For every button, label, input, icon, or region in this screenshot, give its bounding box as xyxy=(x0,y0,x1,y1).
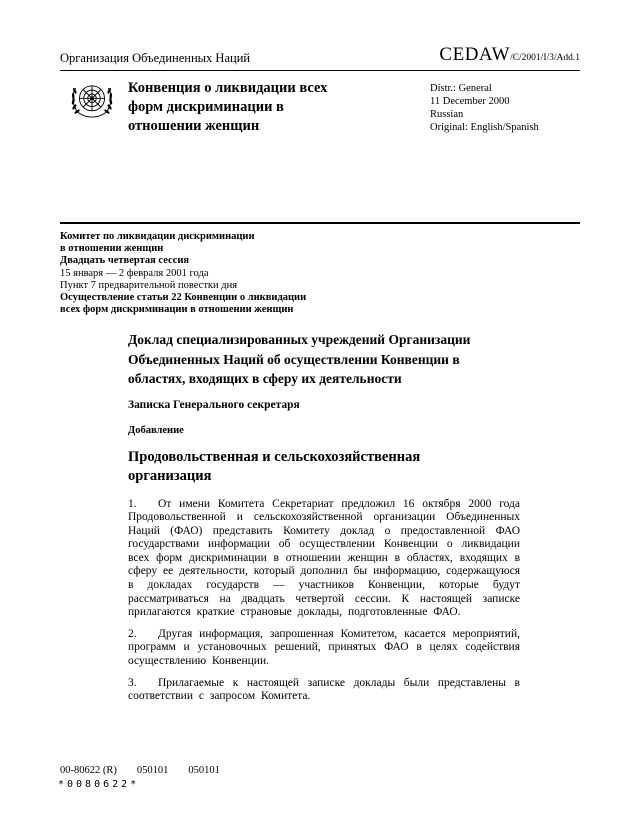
distr-line: Distr.: General xyxy=(430,83,492,94)
paragraph-3-text: Прилагаемые к настоящей записке доклады были представлены в соответствии с запросом Комитета. xyxy=(128,676,520,703)
header-rule xyxy=(60,70,580,71)
paragraph-1 xyxy=(128,498,520,620)
paragraph-3-number: 3. xyxy=(128,676,137,689)
paragraph-2-text: Другая информация, запрошенная Комитетом, касается мероприятий, программ и установочных решений, принятых ФАО в целях содействия осуществлению Конвенции. xyxy=(128,627,520,668)
paragraph-3 xyxy=(128,677,520,704)
distribution-block xyxy=(430,82,539,134)
committee-name-line2: в отношении женщин xyxy=(60,243,164,255)
fao-section-title: Продовольственная и сельскохозяйственная организация xyxy=(128,448,421,484)
document-symbol-main: CEDAW xyxy=(439,44,511,65)
agenda-title-line1: Осуществление статьи 22 Конвенции о ликвидации xyxy=(60,292,307,304)
agenda-item: Пункт 7 предварительной повестки дня xyxy=(60,279,238,291)
paragraph-2-number: 2. xyxy=(128,627,137,640)
paragraph-1-number: 1. xyxy=(128,497,137,510)
session-title: Двадцать четвертая сессия xyxy=(60,255,190,267)
document-symbol xyxy=(439,44,580,66)
original-language-line: Original: English/Spanish xyxy=(430,122,539,133)
convention-title: Конвенция о ликвидации всех форм дискриминации в отношении женщин xyxy=(128,80,328,134)
agenda-title-line2: всех форм дискриминации в отношении женщин xyxy=(60,304,294,316)
footer-code-1: 050101 xyxy=(136,765,169,776)
barcode-text: *0080622* xyxy=(58,779,140,790)
language-line: Russian xyxy=(430,109,464,120)
document-body xyxy=(128,330,520,712)
paragraph-1-text: От имени Комитета Секретариат предложил 16 октября 2000 года Продовольственной и сельскохозяйственной организации Объединенных Наций (ФАО) представить Комитету доклад о предоставленной ФАО государствами информации об осуществлении Конвенции о ликвидации всех форм дискриминации в отношении женщин в областях, входящих в сферу ее деятельности, который дополнил бы информацию, содержащуюся в докладах государств — участников Конвенции, которые будут рассматриваться на двадцать четвертой сессии. К настоящей записке прилагаются краткие страновые доклады, подготовленные ФАО. xyxy=(128,497,520,619)
committee-block xyxy=(60,231,306,316)
org-name: Организация Объединенных Наций xyxy=(60,51,251,65)
document-number: 00-80622 (R) xyxy=(60,765,117,776)
report-title: Доклад специализированных учреждений Организации Объединенных Наций об осуществлении Конвенции в областях, входящих в сферу их деятельности xyxy=(128,332,471,386)
masthead-rule xyxy=(60,222,580,224)
document-symbol-suffix: /C/2001/I/3/Add.1 xyxy=(510,53,580,63)
document-header xyxy=(60,44,580,66)
un-emblem-icon xyxy=(67,78,117,133)
paragraph-2 xyxy=(128,628,520,669)
committee-name-line1: Комитет по ликвидации дискриминации xyxy=(60,231,255,242)
footer-code-2: 050101 xyxy=(188,765,220,776)
session-dates: 15 января — 2 февраля 2001 года xyxy=(60,267,209,279)
date-line: 11 December 2000 xyxy=(430,96,510,107)
secretary-general-note: Записка Генерального секретаря xyxy=(128,398,300,411)
addendum-label: Добавление xyxy=(128,424,184,436)
footer-codes xyxy=(60,765,240,776)
